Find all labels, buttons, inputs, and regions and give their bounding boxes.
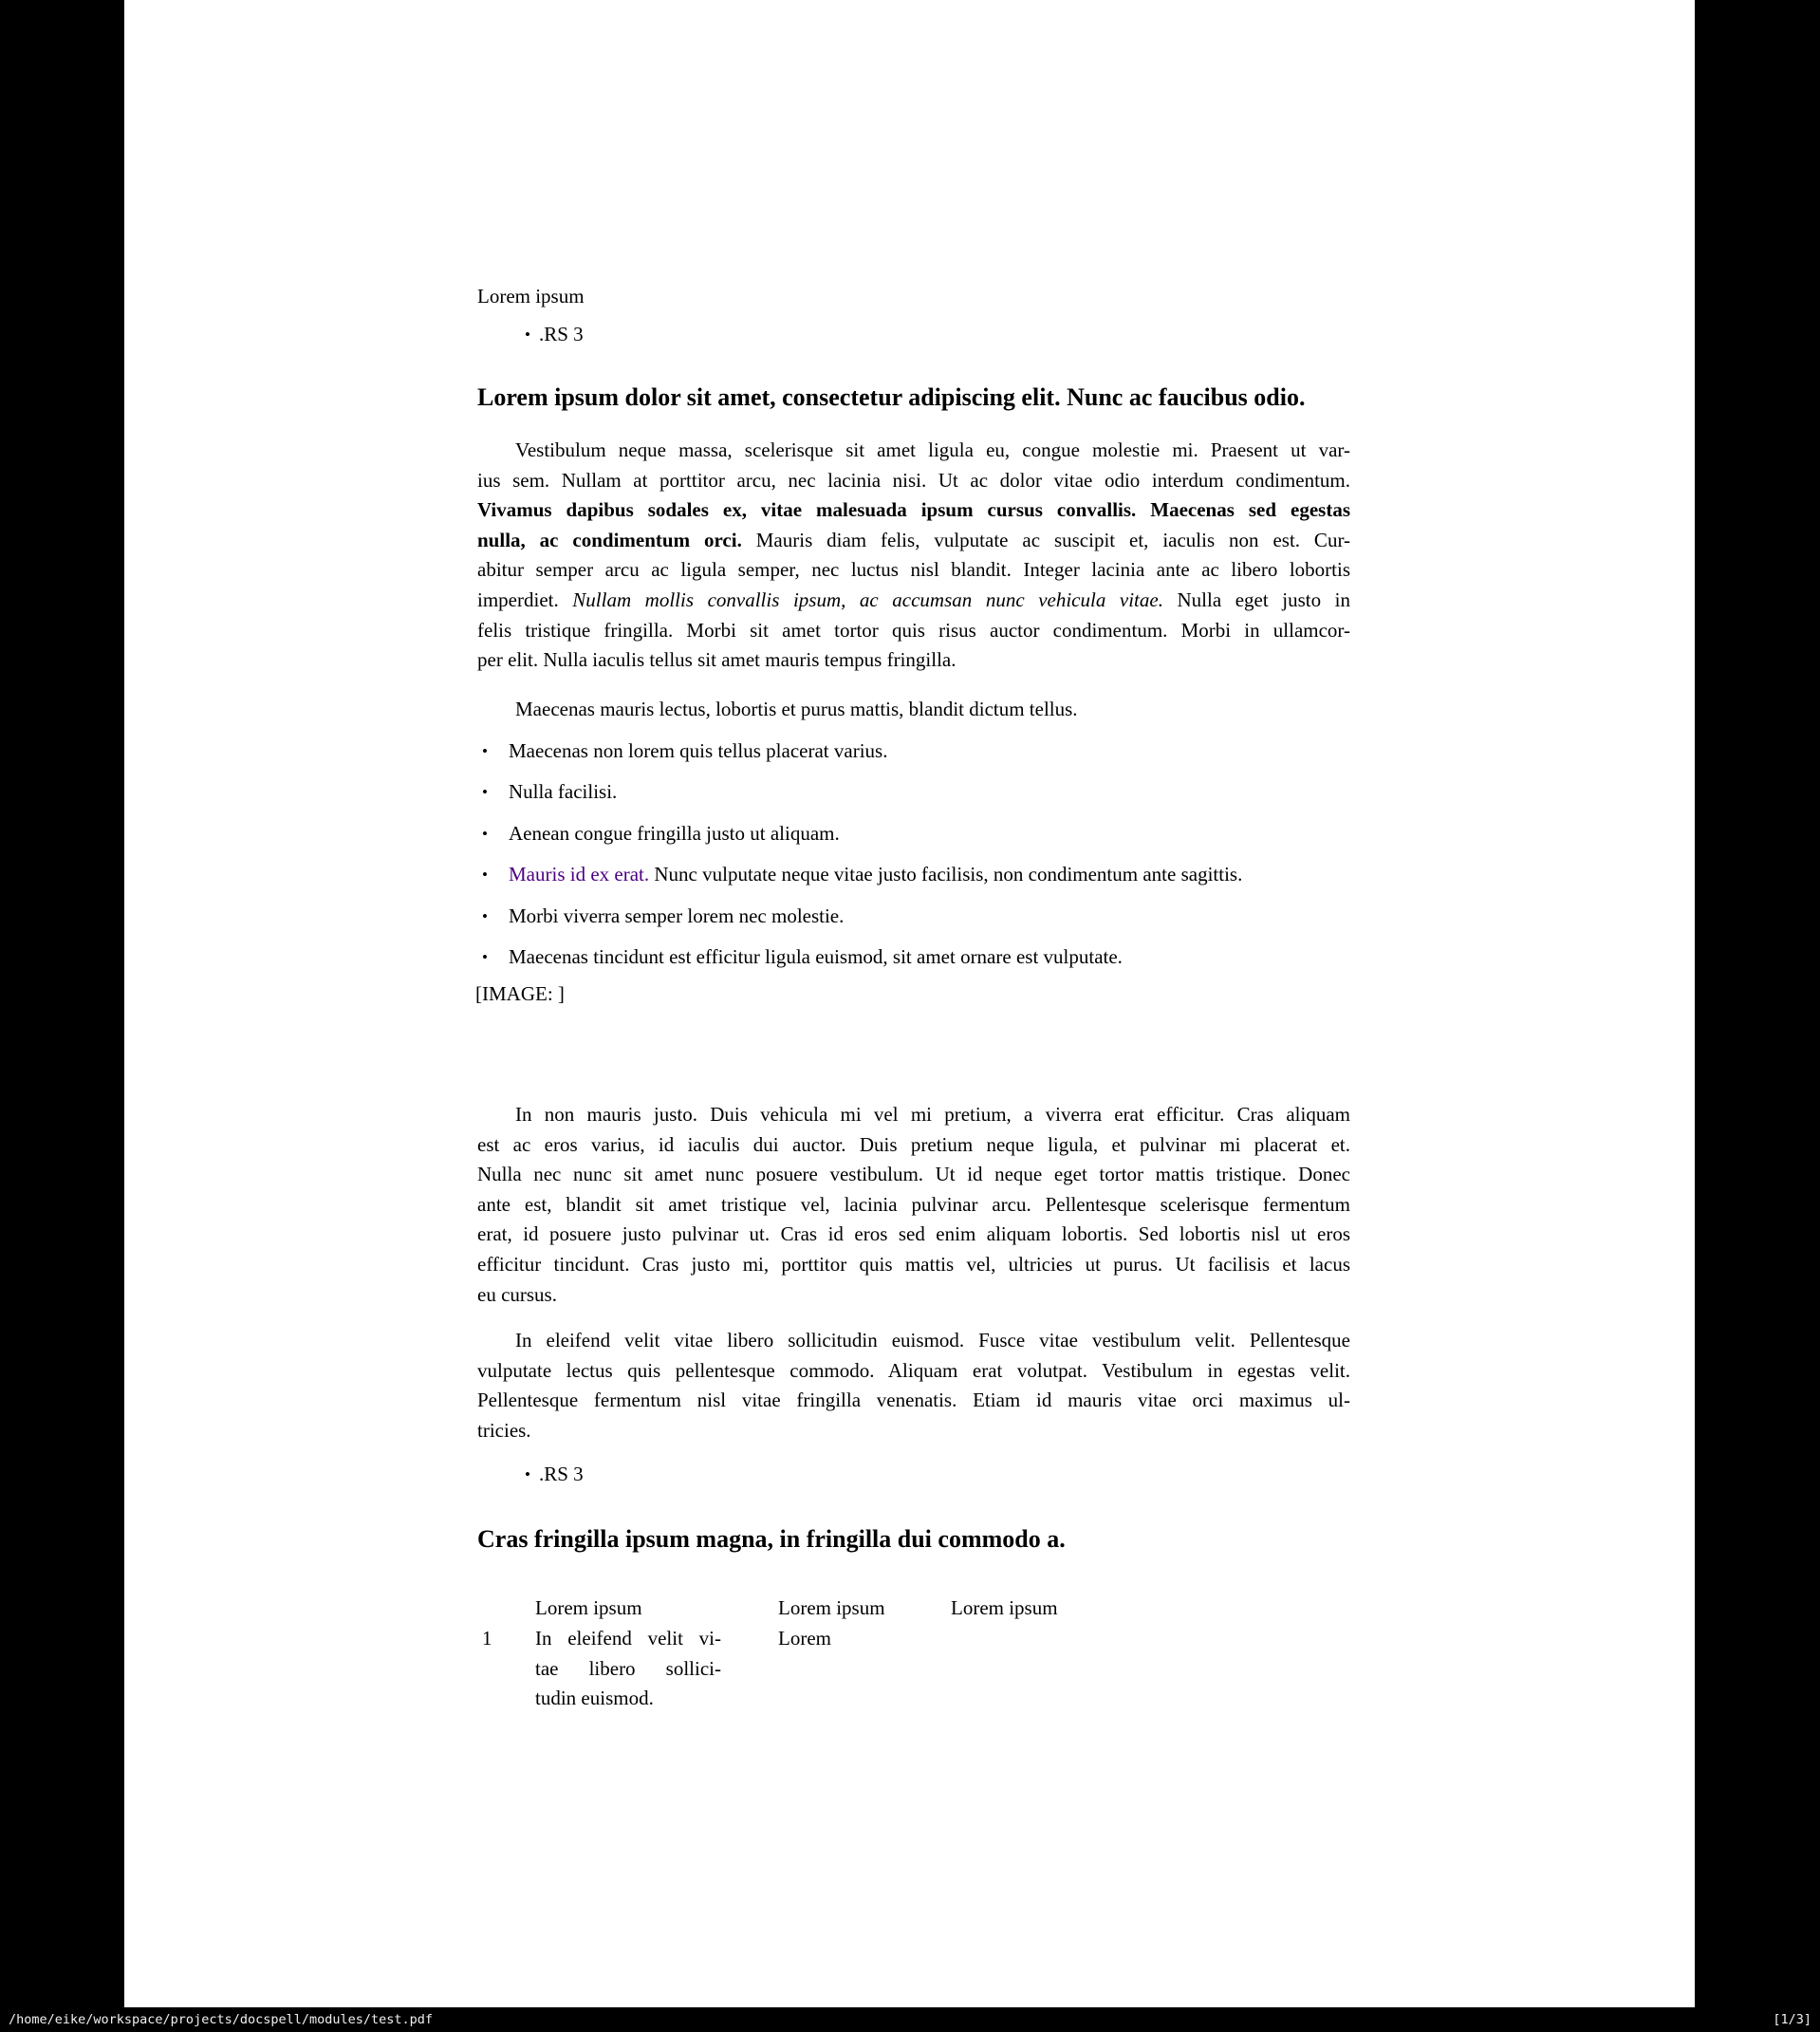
page-indicator: [1/3] bbox=[1773, 2012, 1811, 2027]
rs-macro-label: .RS 3 bbox=[538, 1463, 584, 1485]
text-line: efficitur tincidunt. Cras justo mi, porttitor quis mattis vel, ultricies ut purus. Ut facilisis et lacus bbox=[477, 1252, 1350, 1276]
paragraph-1 bbox=[477, 436, 1350, 676]
list-item: • Morbi viverra semper lorem nec molestie. bbox=[482, 901, 1350, 931]
top-label: Lorem ipsum bbox=[477, 285, 585, 308]
paragraph-2 bbox=[477, 1100, 1350, 1310]
bullet-icon: • bbox=[525, 1465, 530, 1483]
bullet-icon: • bbox=[482, 906, 488, 925]
text-line: Nulla nec nunc sit amet nunc posuere vestibulum. Ut id neque eget tortor mattis tristique. Donec bbox=[477, 1163, 1350, 1186]
image-placeholder: [IMAGE: ] bbox=[475, 982, 565, 1005]
table-cell-1 bbox=[535, 1624, 721, 1714]
list-item: • Maecenas non lorem quis tellus placerat varius. bbox=[482, 736, 1350, 766]
section-heading-1: Lorem ipsum dolor sit amet, consectetur adipiscing elit. Nunc ac faucibus odio. bbox=[477, 383, 1306, 411]
text-line: In eleifend velit vitae libero sollicitudin euismod. Fusce vitae vestibulum velit. Pellentesque bbox=[515, 1329, 1350, 1352]
table-corner-cell bbox=[482, 1594, 535, 1624]
table-cell-3 bbox=[951, 1624, 1141, 1714]
list-item: • Mauris id ex erat. Nunc vulputate neque vitae justo facilisis, non condimentum ante sagittis. bbox=[482, 859, 1350, 889]
list-item: • Maecenas tincidunt est efficitur ligula euismod, sit amet ornare est vulputate. bbox=[482, 941, 1350, 972]
text-line: vulputate lectus quis pellentesque commodo. Aliquam erat volutpat. Vestibulum in egestas velit. bbox=[477, 1358, 1350, 1382]
text-line: nulla, ac condimentum orci. Mauris diam felis, vulputate ac suscipit et, iaculis non est. Cur- bbox=[477, 528, 1350, 551]
text-line: est ac eros varius, id iaculis dui auctor. Duis pretium neque ligula, et pulvinar mi placerat et. bbox=[477, 1132, 1350, 1156]
bullet-icon: • bbox=[482, 742, 488, 760]
text-line: erat, id posuere justo pulvinar ut. Cras id eros sed enim aliquam lobortis. Sed lobortis nisl ut eros bbox=[477, 1222, 1350, 1246]
text-line: tricies. bbox=[477, 1418, 531, 1442]
bullet-icon: • bbox=[482, 824, 488, 843]
document-page bbox=[124, 0, 1695, 2007]
text-line: imperdiet. Nullam mollis convallis ipsum, ac accumsan nunc vehicula vitae. Nulla eget justo in bbox=[477, 587, 1350, 611]
text-line: tudin euismod. bbox=[535, 1687, 654, 1710]
bullet-icon: • bbox=[482, 783, 488, 802]
intro-line: Maecenas mauris lectus, lobortis et purus mattis, blandit dictum tellus. bbox=[515, 698, 1078, 720]
list-item: • Nulla facilisi. bbox=[482, 776, 1350, 807]
text-line: felis tristique fringilla. Morbi sit amet tortor quis risus auctor condimentum. Morbi in ullamcor- bbox=[477, 618, 1350, 642]
rs-macro-label: .RS 3 bbox=[538, 323, 584, 345]
rs-macro-item-top bbox=[525, 320, 584, 350]
text-link[interactable]: Mauris id ex erat. bbox=[509, 863, 650, 886]
status-bar bbox=[0, 2007, 1820, 2032]
paragraph-3 bbox=[477, 1326, 1350, 1445]
bullet-icon: • bbox=[482, 947, 488, 966]
text-line: per elit. Nulla iaculis tellus sit amet mauris tempus fringilla. bbox=[477, 648, 956, 672]
data-table bbox=[482, 1594, 1146, 1714]
text-line: abitur semper arcu ac ligula semper, nec luctus nisl blandit. Integer lacinia ante ac libero lobortis bbox=[477, 558, 1350, 582]
file-path: /home/eike/workspace/projects/docspell/modules/test.pdf bbox=[9, 2012, 434, 2027]
text-line: ante est, blandit sit amet tristique vel, lacinia pulvinar arcu. Pellentesque scelerisque fermentum bbox=[477, 1192, 1350, 1216]
section-heading-2: Cras fringilla ipsum magna, in fringilla dui commodo a. bbox=[477, 1525, 1066, 1553]
text-line: In eleifend velit vi- bbox=[535, 1627, 721, 1650]
text-line: Vestibulum neque massa, scelerisque sit amet ligula eu, congue molestie mi. Praesent ut var- bbox=[515, 438, 1350, 461]
text-line: tae libero sollici- bbox=[535, 1656, 721, 1680]
table-header-2: Lorem ipsum bbox=[778, 1596, 885, 1619]
text-line: Pellentesque fermentum nisl vitae fringilla venenatis. Etiam id mauris vitae orci maximus ul- bbox=[477, 1389, 1350, 1412]
text-line: ius sem. Nullam at porttitor arcu, nec lacinia nisi. Ut ac dolor vitae odio interdum condimentum. bbox=[477, 468, 1350, 492]
rs-macro-item-bottom bbox=[525, 1460, 584, 1490]
bullet-list bbox=[482, 736, 1350, 982]
table-header-1: Lorem ipsum bbox=[535, 1596, 642, 1619]
bullet-icon: • bbox=[525, 326, 530, 344]
table-header-3: Lorem ipsum bbox=[951, 1596, 1058, 1619]
list-item: • Aenean congue fringilla justo ut aliquam. bbox=[482, 818, 1350, 848]
table-cell-2: Lorem bbox=[778, 1627, 831, 1650]
text-line: In non mauris justo. Duis vehicula mi vel mi pretium, a viverra erat efficitur. Cras aliquam bbox=[515, 1103, 1350, 1126]
text-line: Vivamus dapibus sodales ex, vitae malesuada ipsum cursus convallis. Maecenas sed egestas bbox=[477, 498, 1350, 522]
text-line: eu cursus. bbox=[477, 1282, 557, 1306]
table-row-number: 1 bbox=[482, 1627, 492, 1650]
bullet-icon: • bbox=[482, 866, 488, 885]
